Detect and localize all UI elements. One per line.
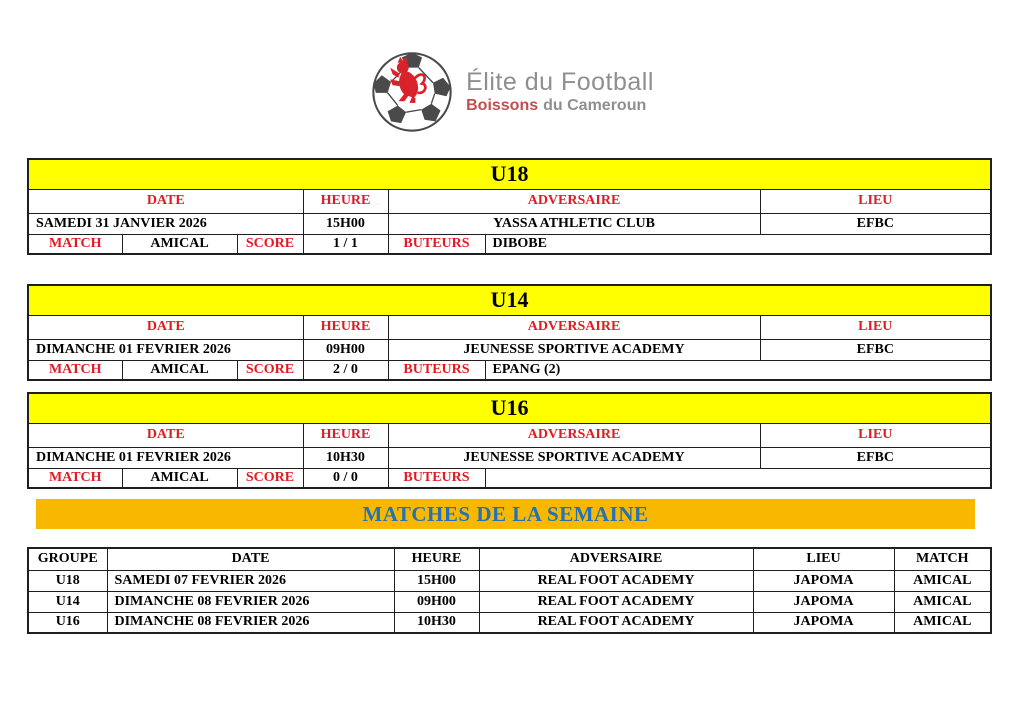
week-banner-title: MATCHES DE LA SEMAINE	[362, 501, 649, 526]
column-header-groupe: GROUPE	[28, 548, 107, 570]
column-header-lieu: LIEU	[760, 189, 991, 213]
buteurs-label: BUTEURS	[388, 468, 485, 488]
match-result-row	[28, 360, 991, 380]
column-header-match: MATCH	[894, 548, 991, 570]
match-time: 09H00	[303, 339, 388, 360]
column-header-row	[28, 315, 991, 339]
week-match: AMICAL	[894, 591, 991, 612]
group-table-u14	[27, 284, 992, 381]
week-adversaire: REAL FOOT ACADEMY	[479, 591, 753, 612]
column-header-row	[28, 423, 991, 447]
column-header-date: DATE	[28, 423, 303, 447]
week-match: AMICAL	[894, 612, 991, 633]
week-row-u16	[28, 612, 991, 633]
table-title: U16	[28, 393, 991, 423]
week-groupe: U16	[28, 612, 107, 633]
logo-subtitle	[466, 98, 654, 115]
score-value: 1 / 1	[303, 234, 388, 254]
match-adversaire: JEUNESSE SPORTIVE ACADEMY	[388, 447, 760, 468]
soccer-ball-icon	[370, 50, 454, 134]
table-title-row	[28, 285, 991, 315]
match-type: AMICAL	[122, 468, 237, 488]
match-lieu: EFBC	[760, 447, 991, 468]
week-date: SAMEDI 07 FEVRIER 2026	[107, 570, 394, 591]
score-label: SCORE	[237, 234, 303, 254]
match-label: MATCH	[28, 234, 122, 254]
match-info-row	[28, 213, 991, 234]
buteurs-label: BUTEURS	[388, 234, 485, 254]
match-time: 10H30	[303, 447, 388, 468]
score-value: 2 / 0	[303, 360, 388, 380]
table-title: U14	[28, 285, 991, 315]
week-lieu: JAPOMA	[753, 570, 894, 591]
week-date: DIMANCHE 08 FEVRIER 2026	[107, 591, 394, 612]
column-header-adversaire: ADVERSAIRE	[388, 423, 760, 447]
column-header-row	[28, 189, 991, 213]
logo-text	[466, 69, 654, 114]
buteurs-value: DIBOBE	[485, 234, 991, 254]
buteurs-value: EPANG (2)	[485, 360, 991, 380]
week-heure: 10H30	[394, 612, 479, 633]
logo-subtitle-accent: Boissons	[466, 96, 539, 114]
column-header-heure: HEURE	[303, 423, 388, 447]
match-adversaire: YASSA ATHLETIC CLUB	[388, 213, 760, 234]
week-lieu: JAPOMA	[753, 612, 894, 633]
column-header-lieu: LIEU	[760, 315, 991, 339]
match-label: MATCH	[28, 360, 122, 380]
week-lieu: JAPOMA	[753, 591, 894, 612]
week-groupe: U14	[28, 591, 107, 612]
week-groupe: U18	[28, 570, 107, 591]
match-result-row	[28, 468, 991, 488]
buteurs-value	[485, 468, 991, 488]
week-adversaire: REAL FOOT ACADEMY	[479, 612, 753, 633]
match-date: SAMEDI 31 JANVIER 2026	[28, 213, 303, 234]
column-header-adversaire: ADVERSAIRE	[479, 548, 753, 570]
logo-subtitle-rest: du Cameroun	[543, 96, 647, 114]
match-info-row	[28, 339, 991, 360]
score-label: SCORE	[237, 468, 303, 488]
week-adversaire: REAL FOOT ACADEMY	[479, 570, 753, 591]
week-matches-table	[27, 547, 992, 634]
score-value: 0 / 0	[303, 468, 388, 488]
week-banner	[36, 499, 975, 529]
match-adversaire: JEUNESSE SPORTIVE ACADEMY	[388, 339, 760, 360]
week-heure: 09H00	[394, 591, 479, 612]
club-logo	[0, 50, 1024, 134]
logo-title: Élite du Football	[466, 68, 654, 97]
column-header-heure: HEURE	[303, 189, 388, 213]
match-result-row	[28, 234, 991, 254]
week-date: DIMANCHE 08 FEVRIER 2026	[107, 612, 394, 633]
column-header-lieu: LIEU	[760, 423, 991, 447]
column-header-lieu: LIEU	[753, 548, 894, 570]
column-header-heure: HEURE	[303, 315, 388, 339]
match-lieu: EFBC	[760, 339, 991, 360]
match-date: DIMANCHE 01 FEVRIER 2026	[28, 447, 303, 468]
match-time: 15H00	[303, 213, 388, 234]
score-label: SCORE	[237, 360, 303, 380]
match-lieu: EFBC	[760, 213, 991, 234]
match-info-row	[28, 447, 991, 468]
week-header-row	[28, 548, 991, 570]
week-row-u14	[28, 591, 991, 612]
buteurs-label: BUTEURS	[388, 360, 485, 380]
table-title-row	[28, 159, 991, 189]
table-title: U18	[28, 159, 991, 189]
match-type: AMICAL	[122, 360, 237, 380]
column-header-heure: HEURE	[394, 548, 479, 570]
group-table-u18	[27, 158, 992, 255]
table-title-row	[28, 393, 991, 423]
week-match: AMICAL	[894, 570, 991, 591]
column-header-date: DATE	[107, 548, 394, 570]
match-type: AMICAL	[122, 234, 237, 254]
group-table-u16	[27, 392, 992, 489]
week-heure: 15H00	[394, 570, 479, 591]
column-header-adversaire: ADVERSAIRE	[388, 315, 760, 339]
column-header-adversaire: ADVERSAIRE	[388, 189, 760, 213]
match-date: DIMANCHE 01 FEVRIER 2026	[28, 339, 303, 360]
column-header-date: DATE	[28, 189, 303, 213]
week-row-u18	[28, 570, 991, 591]
column-header-date: DATE	[28, 315, 303, 339]
match-label: MATCH	[28, 468, 122, 488]
